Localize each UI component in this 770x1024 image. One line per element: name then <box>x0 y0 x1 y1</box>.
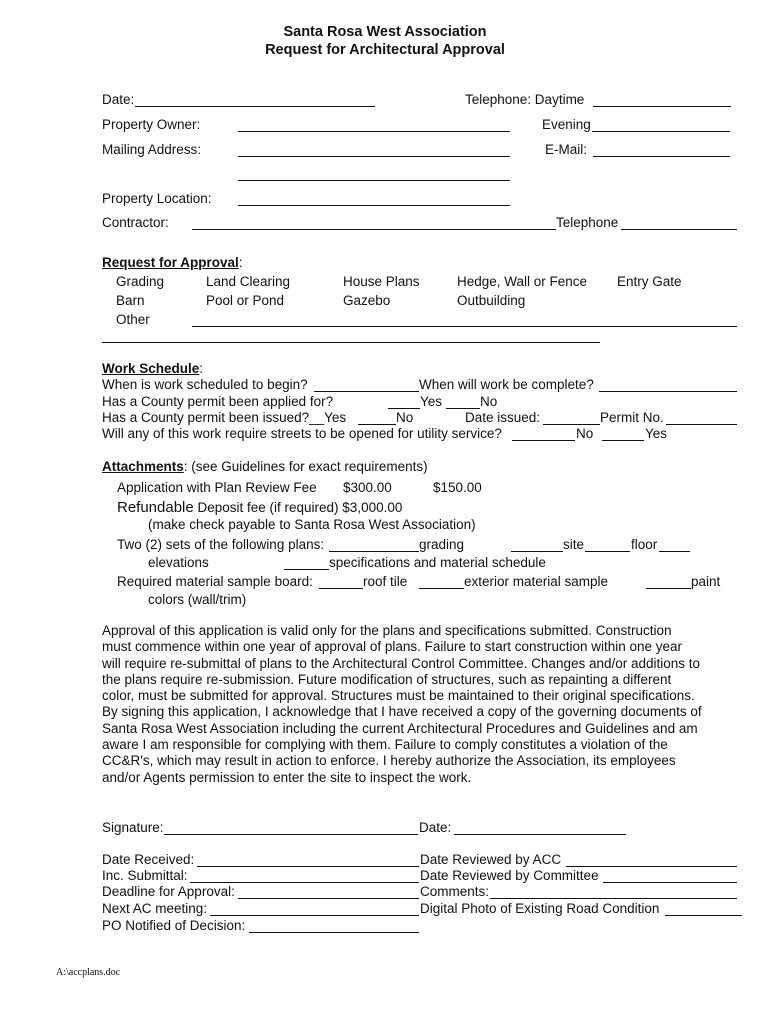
permit-applied-no-label: No <box>480 394 498 409</box>
mailing-address-label: Mailing Address: <box>102 142 202 157</box>
work-complete-field[interactable] <box>599 391 737 392</box>
next-ac-meeting-label: Next AC meeting: <box>102 901 208 916</box>
deposit-line <box>117 500 402 516</box>
next-ac-meeting-field[interactable] <box>210 915 419 916</box>
exterior-sample-field[interactable] <box>419 588 464 589</box>
request-item-pool-pond[interactable]: Pool or Pond <box>206 293 285 308</box>
permit-applied-label: Has a County permit been applied for? <box>102 394 334 409</box>
site-plan-field[interactable] <box>511 551 563 552</box>
attachments-heading <box>102 459 428 475</box>
property-owner-label: Property Owner: <box>102 117 201 132</box>
floor-plan-label: floor <box>631 537 658 552</box>
evening-field[interactable] <box>592 131 730 132</box>
contractor-field[interactable] <box>192 229 556 230</box>
date-reviewed-acc-field[interactable] <box>566 866 737 867</box>
date-issued-field[interactable] <box>543 424 600 425</box>
property-owner-field[interactable] <box>238 131 510 132</box>
grading-plan-label: grading <box>419 537 465 552</box>
email-label: E-Mail: <box>545 142 588 157</box>
deadline-label: Deadline for Approval: <box>102 884 235 899</box>
colors-label: colors (wall/trim) <box>148 592 247 607</box>
streets-opened-label: Will any of this work require streets to be opened for utility service? <box>102 426 502 441</box>
property-location-label: Property Location: <box>102 191 212 206</box>
paint-field[interactable] <box>646 588 691 589</box>
property-location-field[interactable] <box>238 205 510 206</box>
email-field[interactable] <box>593 156 730 157</box>
approval-terms-paragraph: Approval of this application is valid only for the plans and specifications submitted. Construction must commence within one year of approval of plans. Failure to start construction within one year will require re-submittal of plans to the Architectural Control Committee. Changes and/or additions to the plans require re-submission. Future modification of structures, such as repainting a different color, must be submitted for approval. Structures must be maintained to their original specifications. By signing this application, I acknowledge that I have received a copy of the governing documents of Santa Rosa West Association including the current Architectural Procedures and Guidelines and am aware I am responsible for complying with them. Failure to comply constitutes a violation of the CC&R's, which may result in action to enforce. I hereby authorize the Association, its employees and/or Agents permission to enter the site to inspect the work. <box>102 623 702 785</box>
payable-note: (make check payable to Santa Rosa West Association) <box>148 517 476 532</box>
request-heading-colon: : <box>238 255 243 270</box>
fee-150: $150.00 <box>433 480 482 495</box>
request-item-grading[interactable]: Grading <box>116 274 165 289</box>
specifications-field[interactable] <box>284 569 329 570</box>
evening-label: Evening <box>542 117 591 132</box>
date-issued-label: Date issued: <box>465 410 541 425</box>
permit-issued-no-field[interactable] <box>358 424 396 425</box>
date-reviewed-acc-label: Date Reviewed by ACC <box>420 852 562 867</box>
site-plan-label: site <box>563 537 585 552</box>
work-begin-label: When is work scheduled to begin? <box>102 377 308 392</box>
attachments-heading-text: Attachments <box>102 459 184 474</box>
paint-label: paint <box>691 574 721 589</box>
other-field-line2[interactable] <box>102 342 600 343</box>
permit-issued-label: Has a County permit been issued?__Yes <box>102 410 347 425</box>
streets-opened-no-label: No <box>576 426 594 441</box>
plans-sets-label: Two (2) sets of the following plans: <box>117 537 325 552</box>
inc-submittal-field[interactable] <box>190 882 419 883</box>
sample-board-label: Required material sample board: <box>117 574 313 589</box>
date-field[interactable] <box>135 106 375 107</box>
request-item-house-plans[interactable]: House Plans <box>343 274 420 289</box>
request-heading <box>102 255 243 271</box>
date-reviewed-committee-label: Date Reviewed by Committee <box>420 868 599 883</box>
request-item-outbuilding[interactable]: Outbuilding <box>457 293 526 308</box>
attachments-intro: : (see Guidelines for exact requirements) <box>183 459 428 474</box>
work-schedule-heading <box>102 361 203 377</box>
work-complete-label: When will work be complete? <box>419 377 594 392</box>
digital-photo-field[interactable] <box>665 915 742 916</box>
mailing-address-field[interactable] <box>238 156 510 157</box>
po-notified-label: PO Notified of Decision: <box>102 918 246 933</box>
application-fee-label: Application with Plan Review Fee <box>117 480 317 495</box>
date-reviewed-committee-field[interactable] <box>603 882 737 883</box>
exterior-sample-label: exterior material sample <box>464 574 609 589</box>
date-received-field[interactable] <box>197 866 419 867</box>
permit-applied-yes-label: Yes <box>420 394 443 409</box>
roof-tile-label: roof tile <box>363 574 408 589</box>
deposit-text: Deposit fee (if required) $3,000.00 <box>193 500 403 515</box>
request-item-gazebo[interactable]: Gazebo <box>343 293 391 308</box>
permit-issued-no-label: No <box>396 410 414 425</box>
floor-plan-trailing-field[interactable] <box>659 551 690 552</box>
permit-number-label: Permit No. <box>600 410 664 425</box>
form-title: Request for Architectural Approval <box>265 42 505 58</box>
streets-opened-yes-field[interactable] <box>602 440 644 441</box>
streets-opened-no-field[interactable] <box>512 440 575 441</box>
contractor-telephone-label: Telephone <box>556 215 619 230</box>
work-schedule-heading-colon: : <box>199 361 204 376</box>
signature-field[interactable] <box>164 834 418 835</box>
comments-label: Comments: <box>420 884 490 899</box>
fee-300: $300.00 <box>343 480 392 495</box>
request-item-hedge-wall-fence[interactable]: Hedge, Wall or Fence <box>457 274 588 289</box>
deadline-field[interactable] <box>238 898 419 899</box>
roof-tile-field[interactable] <box>319 588 363 589</box>
work-begin-field[interactable] <box>314 391 419 392</box>
date-received-label: Date Received: <box>102 852 195 867</box>
floor-plan-field[interactable] <box>585 551 630 552</box>
signature-date-label: Date: <box>419 820 452 835</box>
request-item-other[interactable]: Other <box>116 312 150 327</box>
permit-number-field[interactable] <box>666 424 737 425</box>
request-item-barn[interactable]: Barn <box>116 293 145 308</box>
po-notified-field[interactable] <box>249 932 419 933</box>
request-heading-text: Request for Approval <box>102 255 239 270</box>
telephone-daytime-label: Telephone: Daytime <box>465 92 585 107</box>
organization-name: Santa Rosa West Association <box>283 24 487 40</box>
date-label: Date: <box>102 92 135 107</box>
work-schedule-heading-text: Work Schedule <box>102 361 200 376</box>
permit-applied-yes-field[interactable] <box>388 408 420 409</box>
request-item-entry-gate[interactable]: Entry Gate <box>617 274 682 289</box>
request-item-land-clearing[interactable]: Land Clearing <box>206 274 291 289</box>
comments-field[interactable] <box>490 898 737 899</box>
contractor-telephone-field[interactable] <box>621 229 737 230</box>
refundable-text: Refundable <box>117 499 194 516</box>
contractor-label: Contractor: <box>102 215 169 230</box>
footer-filename: A:\accplans.doc <box>56 967 121 978</box>
elevations-label: elevations <box>148 555 209 570</box>
specifications-label: specifications and material schedule <box>329 555 546 570</box>
signature-date-field[interactable] <box>454 834 626 835</box>
mailing-address-line2-field[interactable] <box>238 180 510 181</box>
grading-plan-field[interactable] <box>329 551 419 552</box>
other-field[interactable] <box>192 326 737 327</box>
telephone-daytime-field[interactable] <box>593 106 731 107</box>
streets-opened-yes-label: Yes <box>645 426 668 441</box>
inc-submittal-label: Inc. Submittal: <box>102 868 188 883</box>
permit-applied-no-field[interactable] <box>446 408 480 409</box>
signature-label: Signature: <box>102 820 164 835</box>
digital-photo-label: Digital Photo of Existing Road Condition <box>420 901 660 916</box>
